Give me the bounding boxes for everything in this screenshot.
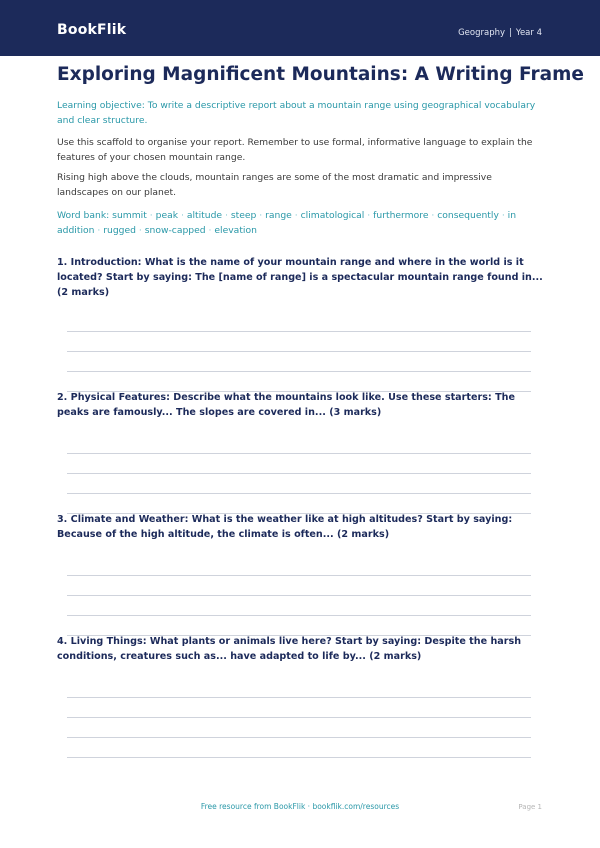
word-bank-words [57,210,516,236]
word-bank-item: altitude [186,210,223,221]
word-bank [57,209,543,238]
word-bank-separator: · [498,210,508,221]
header-meta [458,28,542,38]
answer-line-1-2[interactable] [67,351,531,352]
word-bank-separator: · [94,224,104,236]
intro-paragraph-1: Use this scaffold to organise your report. Remember to use formal, informative language to explain the features of your chosen mountain range. [57,137,533,163]
word-bank-item: consequently [437,210,499,221]
word-bank-separator: · [135,224,145,236]
year-label: Year 4 [515,28,542,38]
word-bank-label: Word bank: [57,210,110,221]
answer-line-4-3[interactable] [67,737,531,738]
word-bank-separator: · [178,210,187,221]
word-bank-separator: · [146,210,156,221]
brand-logo: BookFlik [57,22,127,38]
page-number: Page 1 [518,803,542,811]
intro-paragraph-2: Rising high above the clouds, mountain ranges are some of the most dramatic and impressive landscapes on our planet. [57,172,492,198]
word-bank-item: range [265,210,292,221]
word-bank-item: peak [155,210,179,221]
word-bank-separator: · [222,210,231,221]
question-4: 4. Living Things: What plants or animals live here? Start by saying: Despite the harsh conditions, creatures such as... have adapted to life by... (2 marks) [57,636,522,662]
answer-line-4-2[interactable] [67,717,531,718]
answer-line-2-3[interactable] [67,493,531,494]
word-bank-separator: · [291,210,301,221]
answer-line-4-4[interactable] [67,757,531,758]
learning-objective: Learning objective: To write a descriptive report about a mountain range using geographical vocabulary and clear structure. [57,100,536,126]
word-bank-item: elevation [214,224,257,236]
word-bank-separator: · [364,210,374,221]
answer-line-3-2[interactable] [67,595,531,596]
question-3: 3. Climate and Weather: What is the weather like at high altitudes? Start by saying: Because of the high altitude, the climate is often... (2 marks) [57,514,513,540]
word-bank-item: summit [112,210,147,221]
word-bank-item: furthermore [373,210,429,221]
answer-line-1-3[interactable] [67,371,531,372]
word-bank-item: in addition [57,210,517,236]
page-header [0,0,600,56]
answer-line-1-1[interactable] [67,331,531,332]
word-bank-item: climatological [300,210,365,221]
word-bank-item: rugged [103,224,136,236]
word-bank-separator: · [256,210,266,221]
question-2: 2. Physical Features: Describe what the mountains look like. Use these starters: The peaks are famously... The slopes are covered in... (3 marks) [57,392,515,418]
answer-line-4-1[interactable] [67,697,531,698]
answer-line-2-1[interactable] [67,453,531,454]
answer-line-2-2[interactable] [67,473,531,474]
page-title: Exploring Magnificent Mountains: A Writing Frame [57,64,584,85]
question-1: 1. Introduction: What is the name of your mountain range and where in the world is it located? Start by saying: The [name of range] is a spectacular mountain range found in... (2 marks) [57,257,543,298]
word-bank-separator: · [428,210,438,221]
word-bank-item: snow-capped [144,224,206,236]
subject-label: Geography [458,28,506,38]
answer-line-3-3[interactable] [67,615,531,616]
footer-credit: Free resource from BookFlik · bookflik.com/resources [200,802,400,811]
word-bank-item: steep [230,210,257,221]
answer-line-3-1[interactable] [67,575,531,576]
word-bank-separator: · [205,224,215,236]
meta-separator: | [509,28,512,38]
